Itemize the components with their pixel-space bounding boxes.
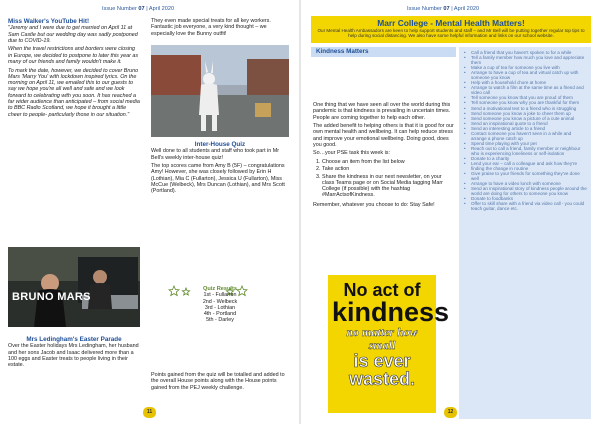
kindness-heading-bar (311, 47, 456, 57)
acts-of-kindness-panel (459, 47, 591, 419)
quiz-article (151, 141, 289, 197)
youtube-paragraph: When the travel restrictions and borders were closing in Europe, we decided to postpone to later this year as many of our friends and family wouldn't make it. (8, 46, 139, 66)
banner-title: Marr College - Mental Health Matters! (377, 18, 525, 28)
kindness-step: 2. Take action (322, 166, 454, 172)
act-of-kindness-item: • Give praise to your friends for something they've done well (461, 171, 588, 181)
issue-header: Issue Number 07 | April 2020 (102, 6, 175, 12)
quiz-results-title: Quiz Results (203, 286, 237, 292)
easter-bunny-photo (151, 45, 289, 137)
act-of-kindness-item: • Spend time playing with your pet (461, 141, 588, 146)
act-of-kindness-item: • Offer to skill share with a friend via video call - you could teach guitar, dance etc. (461, 201, 588, 211)
kindness-step: 1. Choose an item from the list below (322, 159, 454, 165)
bunny-parade-photo (151, 45, 289, 137)
quiz-points-text: Points gained from the quiz will be totalled and added to the overall House points along with the House points gained from the PEJ weekly challenge. (151, 372, 285, 391)
poster-line4: is ever wasted. (348, 351, 416, 389)
act-of-kindness-item: • Donate to foodbanks (461, 196, 588, 201)
act-of-kindness-item: • Send someone you know a joke to cheer them up (461, 111, 588, 116)
act-of-kindness-item: • Lend your ear – call a colleague and ask how they're finding the change in routine (461, 161, 588, 171)
act-of-kindness-item: • Send someone you know a picture of a cute animal (461, 116, 588, 121)
quiz-top-scores: The top scores came from Amy B (5F) – congratulations Amy! However, she was closely followed by Erin H (Lothian), Mia C (Fullarton), Jessica U (Fullarton), Miss McCue (Welbeck), Mrs Duncan (Lothian), and Mrs Scott (Portland). (151, 163, 285, 195)
ledingham-heading: Mrs Ledingham's Easter Parade (26, 336, 122, 343)
act-of-kindness-item: • Send a motivational text to a friend who is struggling (461, 106, 588, 111)
quiz-results (151, 286, 289, 324)
banner-subtitle: Our Mental Health Ambassadors are keen to help support students and staff – and Mr Bell will be putting together regular top tips to help during social distancing. We also have some helpful information and links on our school website. (317, 28, 585, 39)
youtube-paragraph: To mark the date, however, we decided to cover Bruno Mars 'Marry You' with lockdown inspired lyrics. On the morning on April 11, we emailed this to our guests to say we hope you're all well and safe and we look forward to celebrating with you soon. It has reached a far wider audience than anticipated – from social media to BBC Radio Scotland, we hope it brought a little cheer to people- particularly those in our situation." (8, 67, 140, 118)
quiz-result-item: 2nd - Welbeck (202, 298, 238, 305)
bruno-mars-video-photo (8, 247, 140, 327)
kindness-task-intro: So…your PSE task this week is: (313, 150, 390, 157)
act-of-kindness-item: • Arrange to have a cup of tea and virtual catch up with someone you know (461, 70, 588, 80)
ledingham-continued-text: They even made special treats for all key workers. Fantastic job everyone, a very kind thought – we especially love the Bunny outfit! (151, 18, 271, 37)
act-of-kindness-item: • Send an interesting article to a friend (461, 126, 588, 131)
ledingham-body: Over the Easter holidays Mrs Ledingham, her husband and her sons Jacob and Isaac delivered more than a 100 eggs and Easter treats to people living in their estate. (8, 343, 139, 369)
kindness-article (313, 102, 454, 210)
issue-header: Issue Number 07 | April 2020 (407, 6, 480, 12)
page-number: 11 (143, 407, 156, 418)
act-of-kindness-item: • Tell someone you know that you are proud of them (461, 95, 588, 100)
kindness-p2: The added benefit to helping others is that it is good for our own mental health and wellbeing. It can help reduce stress and improve your emotional wellbeing. Doing good, does you good. (313, 123, 454, 148)
left-page (0, 0, 299, 424)
quiz-result-item: 5th - Darley (206, 317, 234, 324)
act-of-kindness-item: • Arrange to watch a film at the same time as a friend and video call (461, 85, 588, 95)
video-still (8, 247, 140, 327)
act-of-kindness-item: • Call a friend that you haven't spoken to for a while (461, 50, 588, 55)
act-of-kindness-item: • Arrange to have a video lunch with someone (461, 181, 588, 186)
kindness-step: 3. Share the kindness in our next newsletter, on your class Teams page or on Social Media tagging Marr College (if possible) with the hashtag #MarrActsofKindness. (322, 174, 454, 199)
poster-line3: no matter how small (346, 325, 418, 352)
kindness-heading: Kindness Matters (316, 48, 369, 55)
act-of-kindness-item: • Make a cup of tea for someone you live with (461, 65, 588, 70)
right-page (301, 0, 600, 424)
act-of-kindness-item: • Contact someone you haven't seen in a while and arrange a phone catch up (461, 131, 588, 141)
youtube-article (8, 18, 140, 120)
quiz-intro: Well done to all students and staff who took part in Mr Bell's weekly inter-house quiz! (151, 148, 280, 161)
act-of-kindness-item: • Send an inspirational story of kindness people around the world are doing for others to someone you know (461, 186, 588, 196)
page-number: 12 (444, 407, 457, 418)
youtube-heading: Miss Walker's YouTube Hit! (8, 18, 90, 25)
poster-line2: kindness (332, 297, 450, 327)
kindness-steps (322, 159, 454, 199)
quiz-points-note (151, 372, 289, 393)
kindness-closing: Remember, whatever you choose to do: Stay Safe! (313, 201, 435, 208)
youtube-paragraph: "Jeremy and I were due to get married on April 11 at Sam Castle but our wedding day was sadly postponed due to COVID-19. (8, 25, 138, 44)
kindness-p1: One thing that we have seen all over the world during this pandemic is that kindness is prevailing in uncertain times. People are coming together to help each other. (313, 102, 451, 121)
act-of-kindness-item: • Help with a household chore at home (461, 80, 588, 85)
act-of-kindness-item: • Reach out to call a friend, family member or neighbour who is experiencing loneliness or self-isolation (461, 146, 588, 156)
quiz-heading: Inter-House Quiz (194, 141, 246, 148)
quiz-result-item: 1st - Fullarton (203, 292, 237, 299)
quiz-result-item: 4th - Portland (203, 311, 237, 318)
quiz-result-item: 3rd - Lothian (204, 304, 236, 311)
act-of-kindness-item: • Send an inspirational quote to a friend (461, 121, 588, 126)
photo-caption: BRUNO MARS (12, 291, 91, 303)
act-of-kindness-item: • Tell a family member how much you love and appreciate them (461, 55, 588, 65)
act-of-kindness-item: • Tell someone you know why you are thankful for them (461, 100, 588, 105)
acts-of-kindness-list (461, 50, 588, 212)
act-of-kindness-item: • Donate to a charity (461, 156, 588, 161)
kindness-poster (328, 275, 450, 413)
ledingham-article (8, 336, 140, 371)
mental-health-banner (311, 16, 591, 43)
poster-line1: No act of (343, 280, 421, 300)
ledingham-continued (151, 18, 289, 39)
